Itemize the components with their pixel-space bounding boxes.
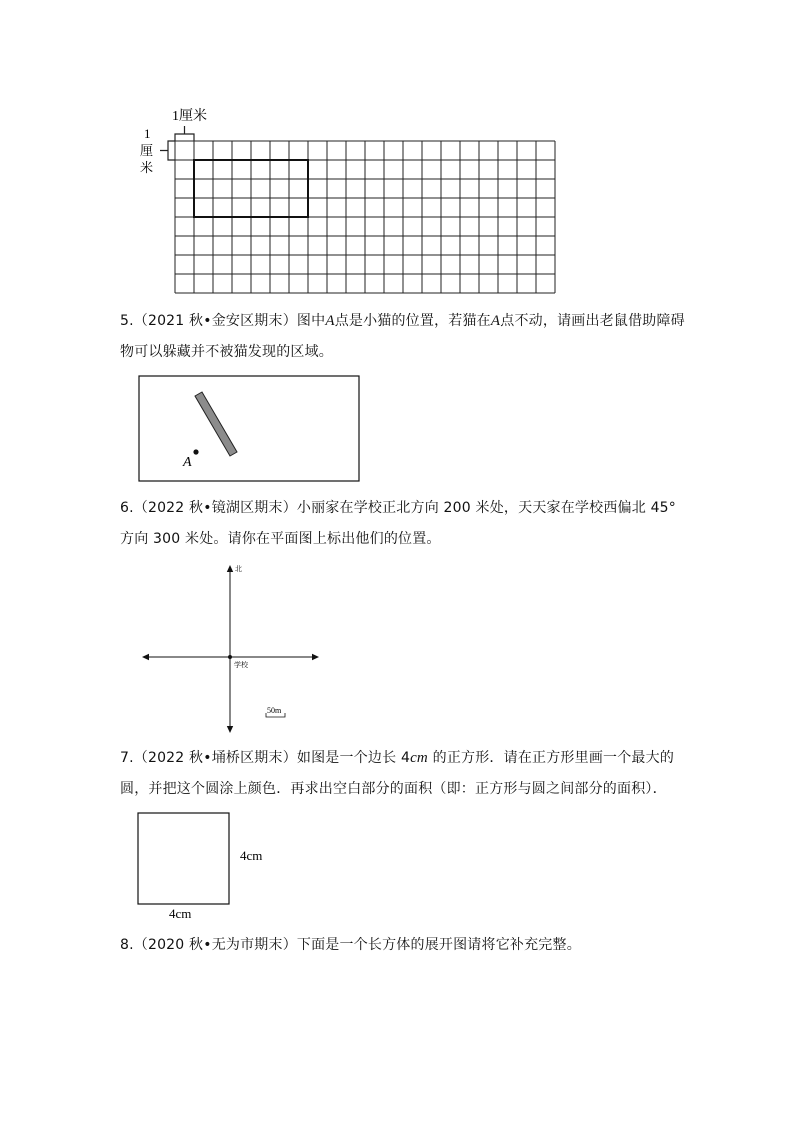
unit-label: cm [410,750,428,766]
question-text: 下面是一个长方体的展开图请将它补充完整。 [296,937,581,953]
scale-label: 50m [267,706,282,715]
question-text: 点不动，请画出老鼠借助障碍物可以躲藏并不被猫发现的区域。 [120,313,685,360]
question-5 [120,306,690,368]
question-source: （2020 秋•无为市期末） [133,937,297,953]
question-number: 6. [120,500,134,516]
square [138,813,229,904]
unit-label-left-3: 米 [140,160,154,175]
question-number: 8. [120,937,134,953]
unit-bracket-left [160,141,175,160]
question-6 [120,493,690,555]
question-source: （2021 秋•金安区期末） [133,313,297,329]
square-figure [136,810,276,922]
question-8 [120,930,690,961]
point-a-label: A [183,455,192,470]
question-text: 如图是一个边长 4 [296,750,411,766]
question-source: （2022 秋•镜湖区期末） [133,500,297,516]
unit-label-top: 1厘米 [172,109,207,124]
north-label: 北 [235,565,242,573]
unit-bracket-top [175,126,194,141]
school-label: 学校 [234,661,248,669]
question-text: 图中 [296,313,326,329]
unit-label-left-2: 厘 [140,143,154,158]
school-point [228,655,232,659]
cat-point [193,449,198,454]
figure-frame [139,376,359,481]
question-number: 7. [120,750,134,766]
side-label-bottom: 4cm [169,906,192,921]
question-source: （2022 秋•埇桥区期末） [133,750,297,766]
cat-figure [138,375,362,483]
question-text: 小丽家在学校正北方向 200 米处，天天家在学校西偏北 45° 方向 300 米处。请你在平面图上标出他们的位置。 [120,500,676,547]
question-7 [120,743,690,805]
direction-figure [140,560,325,738]
side-label-right: 4cm [240,848,263,863]
point-label: A [325,313,335,329]
question-text: 点是小猫的位置，若猫在 [334,313,491,329]
question-text: 的正方形．请在正方形里画一个最大的圆，并把这个圆涂上颜色．再求出空白部分的面积（即：正方形与圆之间部分的面积）． [120,750,675,797]
grid-figure [130,100,570,300]
question-number: 5. [120,313,134,329]
unit-label-left-1: 1 [144,126,151,141]
point-label: A [490,313,501,329]
